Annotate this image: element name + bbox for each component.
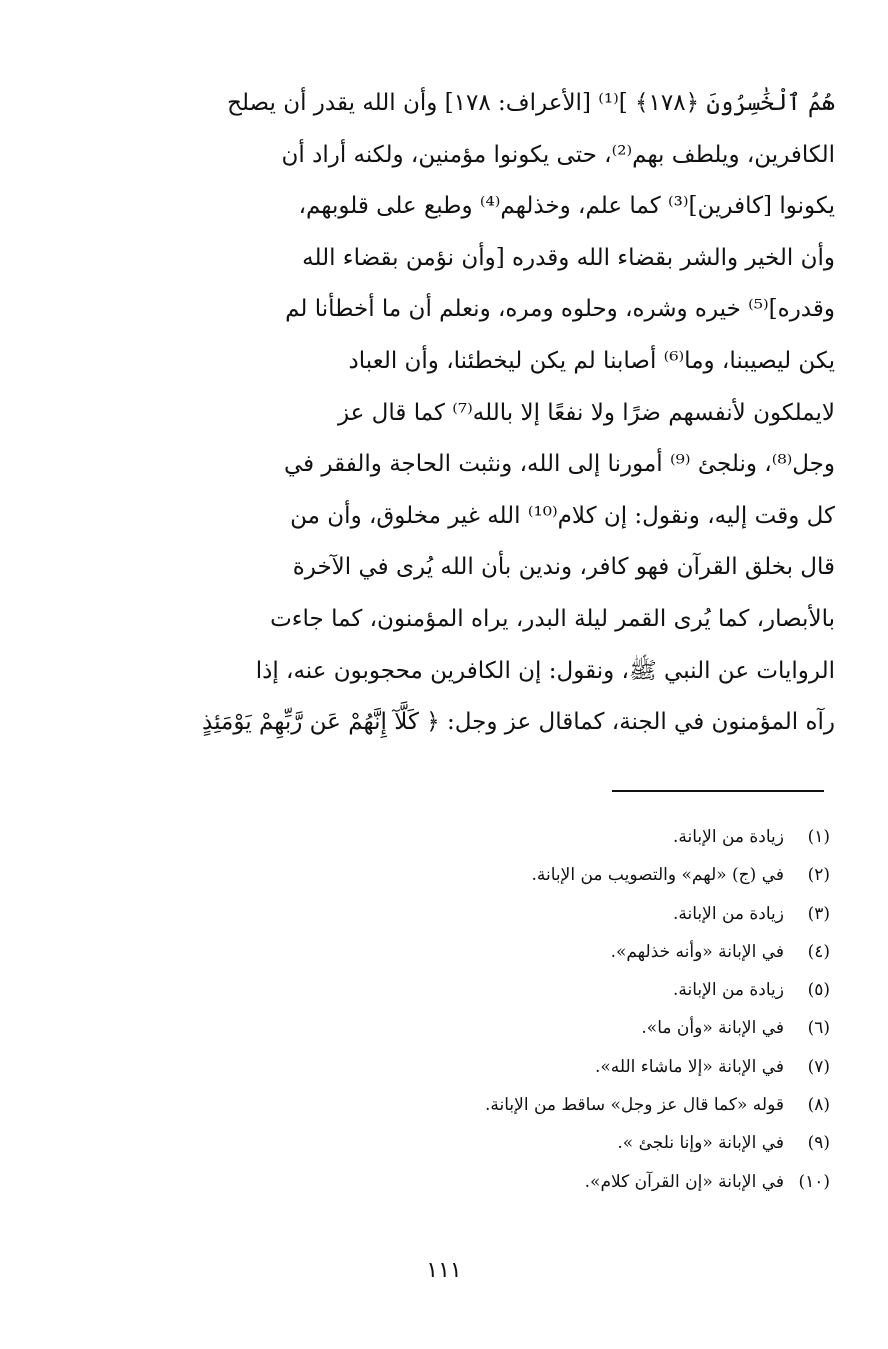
footnote-item	[420, 818, 830, 856]
page-number: ١١١	[426, 1258, 462, 1283]
footnote-text: في الإبانة «وأن ما».	[641, 1018, 784, 1039]
text-line: رآه المؤمنون في الجنة، كماقال عز وجل: ﴿ كَلَّآ إِنَّهُمْ عَن رَّبِّهِمْ يَوْمَئِذٍ	[202, 709, 835, 736]
footnote-number: (١)	[807, 827, 830, 847]
text-line: الروايات عن النبي ﷺ، ونقول: إن الكافرين محجوبون عنه، إذا	[255, 657, 835, 684]
text-line: بالأبصار، كما يُرى القمر ليلة البدر، يراه المؤمنون، كما جاءت	[270, 605, 835, 632]
footnote-number: (٣)	[807, 903, 830, 924]
footnote-item	[420, 1086, 830, 1124]
text-line: وجل⁽⁸⁾، ونلجئ ⁽⁹⁾ أمورنا إلى الله، ونثبت الحاجة والفقر في	[283, 451, 835, 478]
footnote-number: (٧)	[807, 1056, 830, 1077]
footnote-text: في (ج) «لهم» والتصويب من الإبانة.	[531, 865, 784, 886]
footnote-item	[420, 933, 830, 971]
footnote-item	[420, 971, 830, 1009]
text-line: يكونوا [كافرين]⁽³⁾ كما علم، وخذلهم⁽⁴⁾ وطبع على قلوبهم،	[298, 193, 835, 220]
footnote-text: قوله «كما قال عز وجل» ساقط من الإبانة.	[484, 1095, 784, 1116]
main-text-block	[155, 78, 835, 749]
footnote-number: (١٠)	[798, 1171, 830, 1192]
footnote-text: زيادة من الإبانة.	[672, 903, 784, 924]
footnote-text: زيادة من الإبانة.	[672, 827, 784, 847]
text-line: وقدره]⁽⁵⁾ خيره وشره، وحلوه ومره، ونعلم أن ما أخطأنا لم	[285, 296, 835, 323]
footnote-text: زيادة من الإبانة.	[672, 980, 784, 1001]
text-line: وأن الخير والشر بقضاء الله وقدره [وأن نؤمن بقضاء الله	[302, 244, 835, 271]
footnote-item	[420, 1124, 830, 1162]
footnote-number: (٦)	[807, 1018, 830, 1039]
footnotes-list	[420, 818, 830, 1201]
footnote-number: (٢)	[807, 865, 830, 886]
footnote-separator	[612, 790, 824, 792]
footnote-text: في الإبانة «إلا ماشاء الله».	[594, 1056, 784, 1077]
text-line: الكافرين، ويلطف بهم⁽²⁾، حتى يكونوا مؤمنين، ولكنه أراد أن	[281, 141, 835, 168]
footnote-item	[420, 1163, 830, 1201]
footnote-number: (٨)	[807, 1095, 830, 1116]
text-line: هُمُ ٱلْخَٰسِرُونَ ﴿١٧٨﴾ ]⁽¹⁾ [الأعراف: ١٧٨] وأن الله يقدر أن يصلح	[227, 90, 835, 116]
footnote-text: في الإبانة «وإنا نلجئ ».	[617, 1133, 784, 1154]
footnote-item	[420, 895, 830, 933]
text-line: يكن ليصيبنا، وما⁽⁶⁾ أصابنا لم يكن ليخطئنا، وأن العباد	[348, 347, 835, 374]
text-line: قال بخلق القرآن فهو كافر، وندين بأن الله يُرى في الآخرة	[292, 554, 835, 581]
text-line: لايملكون لأنفسهم ضرًا ولا نفعًا إلا بالله⁽⁷⁾ كما قال عز	[337, 399, 835, 426]
footnote-number: (٥)	[807, 980, 830, 1001]
footnote-text: في الإبانة «وأنه خذلهم».	[610, 941, 784, 962]
footnote-item	[420, 1009, 830, 1047]
text-line: كل وقت إليه، ونقول: إن كلام⁽¹⁰⁾ الله غير مخلوق، وأن من	[290, 502, 835, 529]
footnote-item	[420, 1048, 830, 1086]
footnote-text: في الإبانة «إن القرآن كلام».	[584, 1171, 784, 1192]
footnote-item	[420, 856, 830, 894]
footnote-number: (٤)	[807, 941, 830, 962]
footnote-number: (٩)	[807, 1133, 830, 1154]
